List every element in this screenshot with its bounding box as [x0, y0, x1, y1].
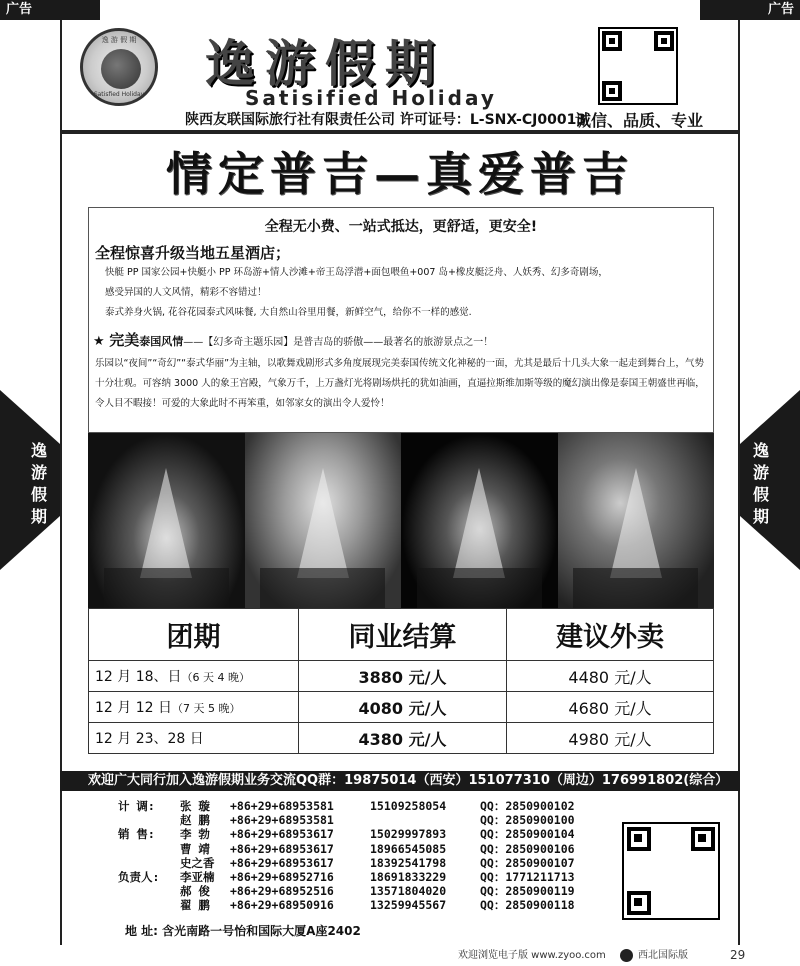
publisher-logo-icon	[620, 949, 633, 962]
brand-slogan: 诚信、品质、专业	[575, 111, 704, 130]
page-footer	[60, 945, 800, 966]
itinerary-line: 快艇 PP 国家公园+快艇小 PP 环岛游+情人沙滩+帝王岛浮潜+面包喂鱼+007 岛+橡皮艇泛舟、人妖秀、幻多奇剧场，	[105, 267, 608, 278]
duration-note: （7 天 5 晚）	[171, 702, 241, 715]
contact-qq: QQ：2850900118	[480, 898, 575, 913]
contact-mobile: 18966545085	[370, 841, 447, 856]
header-peer-price: 同业结算	[299, 609, 507, 661]
spire-shape	[297, 468, 349, 578]
address-label: 地 址:	[125, 924, 158, 938]
logo-ring-top: 逸 游 假 期	[101, 36, 137, 44]
table-header-row	[89, 609, 714, 661]
contact-qq: QQ：1771211713	[480, 869, 575, 884]
show-description: 乐园以“夜间”“奇幻”“泰式华丽”为主轴，以歌舞戏剧形式多角度展现完美泰国传统文化神秘的一面，尤其是最后十几头大象一起走到舞台上，气势十分壮观。可容纳 3000 人的象王宫殿，气象万千，上万盏灯光将剧场烘托的犹如油画，直逼拉斯维加斯等级的魔幻演出像是泰国王朝盛世再临，令人目不暇接！可爱的大象此时不再笨重，如邻家女的演出令人爱怜！	[95, 358, 705, 409]
departure-date	[89, 723, 299, 754]
contact-name: 李 勃	[180, 827, 210, 842]
header-divider	[60, 130, 740, 134]
date-text: 12 月 12 日	[95, 700, 172, 716]
company-license: 陕西友联国际旅行社有限责任公司 许可证号：L-SNX-CJ00013	[185, 112, 587, 128]
tour-description	[88, 207, 714, 433]
brand-name-cn: 逸游假期	[205, 34, 445, 93]
contact-phone: +86+29+68953581	[230, 799, 334, 813]
peer-price: 4080 元/人	[299, 692, 507, 723]
contact-name: 张 璇	[180, 799, 210, 813]
contact-name: 曹 靖	[180, 841, 210, 856]
hotel-upgrade: 全程惊喜升级当地五星酒店；	[95, 244, 291, 262]
description-highlight: 全程无小费、一站式抵达，更舒适，更安全!	[264, 219, 538, 235]
contact-phone: +86+29+68952516	[230, 884, 334, 899]
elephant-statue-photo	[245, 433, 402, 608]
contact-mobile: 13259945567	[370, 898, 447, 913]
header-date: 团期	[89, 609, 299, 661]
contact-list	[118, 799, 618, 913]
contact-row	[118, 842, 618, 856]
qr-finder-icon	[627, 827, 651, 851]
globe-icon	[101, 49, 141, 89]
contact-row	[118, 827, 618, 841]
spire-shape	[610, 468, 662, 578]
departure-date	[89, 692, 299, 723]
contact-phone: +86+29+68950916	[230, 898, 334, 913]
contact-mobile: 15029997893	[370, 827, 447, 842]
date-text: 12 月 18、日	[95, 669, 182, 685]
contact-phone: +86+29+68953617	[230, 855, 334, 870]
palace-night-photo	[401, 433, 558, 608]
qr-code-icon	[598, 27, 678, 105]
contact-row	[118, 856, 618, 870]
itinerary-line: 泰式养身火锅, 花谷花园泰式风味餐, 大自然山谷里用餐，新鲜空气，给你不一样的感觉.	[105, 307, 472, 318]
retail-price: 4480 元/人	[507, 661, 714, 692]
contact-phone: +86+29+68953581	[230, 813, 334, 828]
date-text: 12 月 23、28 日	[95, 731, 204, 747]
address-line	[125, 922, 361, 939]
address-value: 含光南路一号怡和国际大厦A座2402	[162, 924, 361, 938]
qr-finder-icon	[602, 31, 622, 51]
spire-shape	[453, 468, 505, 578]
base-shape	[417, 568, 542, 608]
price-table	[88, 608, 714, 754]
feature-heading-big: 完美	[109, 331, 140, 349]
qr-code-icon	[622, 822, 720, 920]
brand-name-en: Satisified Holiday	[245, 86, 497, 110]
contact-name: 赵 鹏	[180, 813, 210, 828]
ad-label-left: 广告	[0, 0, 100, 20]
header-retail-price: 建议外卖	[507, 609, 714, 661]
table-row	[89, 692, 714, 723]
feature-heading-mid: 泰国风情	[139, 335, 184, 348]
duration-note: （6 天 4 晚）	[181, 671, 251, 684]
footer-website: 欢迎浏览电子版 www.zyoo.com	[458, 950, 606, 961]
contact-role: 计 调:	[118, 799, 155, 813]
contact-mobile: 15109258054	[370, 799, 447, 813]
logo-ring-bottom: Satisfied Holiday	[93, 91, 145, 98]
footer-edition: 西北国际版	[638, 950, 688, 961]
retail-price: 4680 元/人	[507, 692, 714, 723]
departure-date	[89, 661, 299, 692]
contact-qq: QQ：2850900100	[480, 813, 575, 828]
contact-row	[118, 898, 618, 912]
peer-price: 4380 元/人	[299, 723, 507, 754]
star-icon: ★	[93, 334, 105, 349]
temple-night-photo	[88, 433, 245, 608]
contact-qq: QQ：2850900119	[480, 884, 575, 899]
contact-row	[118, 870, 618, 884]
contact-name: 翟 鹏	[180, 898, 210, 913]
page-title: 情定普吉—真爱普吉	[166, 147, 634, 201]
contact-row	[118, 799, 618, 813]
qr-finder-icon	[627, 891, 651, 915]
side-tab-left-text: 逸 游 假 期	[30, 441, 47, 526]
contact-role: 负责人:	[118, 869, 160, 884]
contact-qq: QQ：2850900107	[480, 855, 575, 870]
base-shape	[104, 568, 229, 608]
ad-label-right: 广告	[700, 0, 800, 20]
contact-row	[118, 813, 618, 827]
itinerary-line: 感受异国的人文风情，精彩不容错过！	[105, 287, 267, 298]
table-row	[89, 661, 714, 692]
contact-name: 史之香	[180, 855, 215, 870]
elephant-parade-photo	[558, 433, 715, 608]
contact-row	[118, 884, 618, 898]
company-logo	[80, 28, 158, 106]
side-tab-right-text: 逸 游 假 期	[752, 441, 769, 526]
contact-qq: QQ：2850900102	[480, 799, 575, 813]
base-shape	[573, 568, 698, 608]
photo-strip	[88, 433, 714, 608]
contact-mobile: 13571804020	[370, 884, 447, 899]
page-number: 29	[730, 948, 746, 962]
retail-price: 4980 元/人	[507, 723, 714, 754]
contact-mobile: 18691833229	[370, 869, 447, 884]
feature-heading-rest: ——【幻多奇主题乐园】是普吉岛的骄傲——最著名的旅游景点之一！	[183, 337, 494, 348]
peer-price: 3880 元/人	[299, 661, 507, 692]
contact-name: 李亚楠	[180, 869, 215, 884]
qq-group-banner: 欢迎广大同行加入逸游假期业务交流QQ群：19875014（西安）151077310（周边）176991802(综合）	[60, 771, 740, 791]
feature-heading	[93, 329, 493, 350]
contact-qq: QQ：2850900104	[480, 827, 575, 842]
contact-phone: +86+29+68952716	[230, 869, 334, 884]
contact-phone: +86+29+68953617	[230, 827, 334, 842]
qr-finder-icon	[654, 31, 674, 51]
contact-name: 郝 俊	[180, 884, 210, 899]
qr-finder-icon	[602, 81, 622, 101]
contact-qq: QQ：2850900106	[480, 841, 575, 856]
base-shape	[260, 568, 385, 608]
contact-phone: +86+29+68953617	[230, 841, 334, 856]
contact-role: 销 售:	[118, 827, 155, 842]
contact-mobile: 18392541798	[370, 855, 447, 870]
spire-shape	[140, 468, 192, 578]
qr-finder-icon	[691, 827, 715, 851]
table-row	[89, 723, 714, 754]
